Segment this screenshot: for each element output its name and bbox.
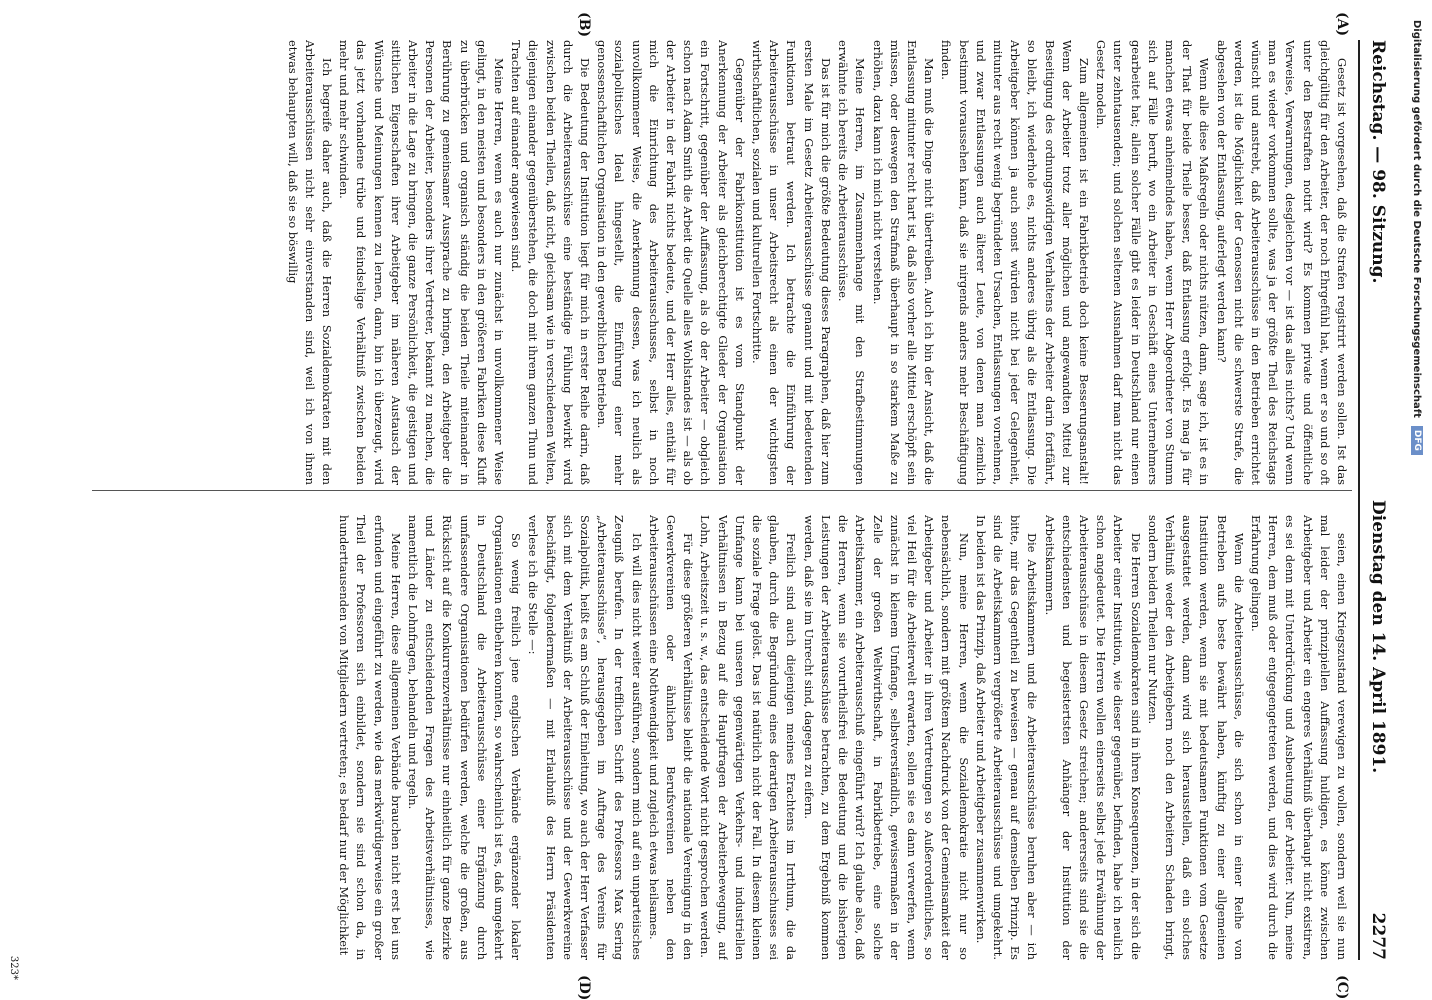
page-header — [1364, 40, 1392, 960]
header-left: Reichstag. — 98. Sitzung. — [1368, 40, 1388, 284]
paragraph: Meine Herren, diese allgemeinen Verbände brauchen nicht erst bei uns erfunden und eingeführt zu werden, wie das merkwürdigerweise ein großer Theil der Professoren sich einbildet, sondern sie sind schon da, in hunderttausenden von Mitgliedern vertreten; es bedarf nur der Möglichkeit — [337, 515, 403, 960]
header-rule — [1358, 40, 1360, 960]
dfg-logo: DFG — [1411, 426, 1423, 455]
margin-marker-b: (B) — [576, 12, 592, 38]
paragraph: Man muß die Dinge nicht übertreiben. Auch ich bin der Ansicht, daß die Entlassung mitunter recht hart ist, daß also vorher alle Mittel erschöpft sein müssen, oder deswegen den Strafmaß überhaupt in so starkem Maße zu erhöhen, dazu kann ich mich nicht verstehen. — [870, 40, 937, 485]
paragraph: Zum allgemeinen ist ein Fabrikbetrieb doch keine Besserungsanstalt! Wenn der Arbeiter trotz aller möglichen und angewandten Mittel zur Beseitigung des ordnungswidrigen Verhaltens der Arbeiter darin fortfährt, so bleibt, ich wiederhole es, nichts anderes übrig als die Entlassung. Die Arbeitgeber können ja auch sonst würden nicht bei jeder Gelegenheit, mitunter aus recht wenig begründeten Ursachen, Entlassungen vornehmen, und zwar Entlassungen auch älterer Leute, von denen man ziemlich bestimmt voraussehen kann, daß sie nirgends anders mehr Beschäftigung finden. — [939, 40, 1091, 485]
paragraph: Für diese größeren Verhältnisse bleibt die nationale Vereinigung in den Gewerkvereinen oder ähnlichen Berufsvereinen neben den Arbeiterausschüssen eine Nothwendigkeit und zugleich etwas heilsames. — [646, 515, 696, 960]
header-date: Dienstag den 14. April 1891. — [1368, 500, 1388, 774]
page-number: 2277 — [1368, 912, 1388, 960]
margin-marker-a: (A) — [1334, 12, 1350, 37]
paragraph: Meine Herren, wenn es auch nur zunächst in unvollkommener Weise gelingt, in den meisten und besonders in den größeren Fabriken diese Kluft zu überbrücken und organisch ständig die beiden Theile miteinander in Berührung zu gemeinsamer Aussprache zu bringen, den Arbeitgeber die Personen der Arbeiter, besonders ihrer Vertreter, bekannt zu machen, die Arbeiter in die Lage zu bringen, die ganze Persönlichkeit, die geistigen und sittlichen Eigenschaften ihrer Arbeitgeber im näheren Austausch der Wünsche und Meinungen kennen zu lernen, dann, bin ich überzeugt, wird das jetzt vorhandene trübe und feindselige Verhältniß zwischen beiden mehr und mehr schwinden. — [337, 40, 507, 485]
column-divider — [92, 490, 1352, 491]
paragraph: So wenig freilich jene englischen Verbände ergänzender lokaler Organisationen entbehren konnten, so wahrscheinlich ist es, daß umgekehrt in Deutschland die Arbeiterausschüsse einer Ergänzung durch umfassendere Organisationen bedürfen werden, welche die großen, aus Rücksicht auf die Konkurrenzverhältnisse nur einheitlich für ganze Bezirke und Länder zu entscheidenden Fragen des Arbeitsverhältnisses, wie namentlich die Lohnfragen, behandeln und regeln. — [406, 515, 524, 960]
paragraph: Meine Herren, im Zusammenhange mit den Strafbestimmungen erwähnte ich bereits die Arbeiterausschüsse. — [836, 40, 868, 485]
paragraph: Das ist für mich die größte Bedeutung dieses Paragraphen, daß hier zum ersten Male im Gesetz Arbeiterausschüsse genannt und mit bedeutenden Funktionen betraut werden. Ich betrachte die Einführung der Arbeiterausschüsse in unser Arbeitsrecht als einen der wichtigsten wirthschaftlichen, sozialen und kulturellen Fortschritte. — [750, 40, 833, 485]
paragraph: seien, einen Kriegszustand verewigen zu wollen, sondern weil sie nun mal leider der prinzipiellen Auffassung huldigen, es könne zwischen Arbeitgeber und Arbeiter ein engeres Verhältniß überhaupt nicht existiren, es sei denn mit Unterdrückung und Ausbeutung der Arbeiter. Nun, meine Herren, dem muß oder entgegengetreten werden, und dies wird durch die Erfahrung gelingen. — [1248, 515, 1349, 960]
page-footer-mark: 323* — [8, 955, 19, 980]
side-note — [1405, 20, 1429, 980]
margin-marker-c: (C) — [1334, 975, 1350, 1000]
left-column — [95, 40, 1350, 485]
side-note-text: Digitalisierung gefördert durch die Deutsche Forschungsgemeinschaft — [1411, 20, 1423, 418]
paragraph: Die Arbeitskammern und die Arbeiterausschüsse beruhen aber — ich bitte, mir das Gegentheil zu beweisen — genau auf demselben Prinzip. Es sind die Arbeitskammern vergrößerte Arbeiterausschüsse und umgekehrt. In beiden ist das Prinzip, daß Arbeiter und Arbeitgeber zusammenwirken. — [973, 515, 1040, 960]
paragraph: Gegenüber der Fabrikonstitution ist es vom Standpunkt der Anerkennung der Arbeiter als gleichberechtigte Glieder der Organisation ein Fortschritt, gegenüber der Auffassung, als ob der Arbeiter — obgleich schon nach Adam Smith die Arbeit die Quelle alles Wohlstandes ist — als ob der Arbeiter in der Fabrik nichts bedeute, und der Herr alles, enthält für mich die Einrichtung des Arbeiterausschusses, selbst in noch unvollkommener Weise, die Anerkennung dessen, was ich neulich als sozialpolitisches Ideal hingestellt, die Einführung einer mehr genossenschaftlichen Organisation in den gewerblichen Betrieben. — [595, 40, 747, 485]
paragraph: Die Bedeutung der Institution liegt für mich in erster Reihe darin, daß durch die Arbeiterausschüsse eine beständige Fühlung bewirkt wird zwischen beiden Theilen, daß nicht, gleichsam wie in verschiedenen Welten, diejenigen einander gegenüberstehen, die doch mit ihrem ganzen Thun und Trachten auf einander angewiesen sind. — [509, 40, 593, 485]
paragraph: Wenn die Arbeiterausschüsse, die sich schon in einer Reihe von Betrieben aufs beste bewährt haben, künftig zu einer allgemeinen Institution werden, wenn sie mit bedeutsamen Funktionen vom Gesetze ausgestattet werden, dann wird sich herausstellen, daß ein solches Verhältniß weder den Arbeitgebern noch den Arbeitern Schaden bringt, sondern beiden Theilen nur Nutzen. — [1145, 515, 1246, 960]
paragraph: Ich will dies nicht weiter ausführen, sondern mich auf ein unparteiisches Zeugniß berufen. In der trefflichen Schrift des Professors Max Sering „Arbeiterausschüsse“, herausgegeben im Auftrage des Vereins für Sozialpolitik, heißt es am Schluß der Einleitung, wo auch der Herr Verfasser sich mit dem Verhältniß der Arbeiterausschüsse und der Gewerkvereine beschäftigt, folgendermaßen — mit Erlaubniß des Herrn Präsidenten verlese ich die Stelle —: — [526, 515, 644, 960]
paragraph: Gesetz ist vorgesehen, daß die Strafen registrirt werden sollen. Ist das gleichgültig für den Arbeiter, der noch Ehrgefühl hat, wenn er so und so oft unter den Bestraften notirt wird? Es kommen private und öffentliche Verweise, Verwarnungen, desgleichen vor — ist das alles nichts? Und wenn man es wieder vorkommen sollte, was ja der größte Theil des Reichstags wünscht und anstrebt, daß Arbeiterausschüsse in den Betrieben errichtet werden, ist die Möglichkeit der Genossen nicht die schwerste Strafe, die abgesehen von der Entlassung, auferlegt werden kann? — [1214, 40, 1349, 485]
paragraph: Freilich sind auch diejenigen meines Erachtens im Irrthum, die da glauben, durch die Begründung eines derartigen Arbeiterausschusses sei die soziale Frage gelöst. Das ist natürlich nicht der Fall. In diesem kleinen Umfange kann bei unseren gegenwärtigen Verkehrs- und industriellen Verhältnissen in Bezug auf die Hauptfragen der Arbeiterbewegung, auf Lohn, Arbeitszeit u. s. w., das entscheidende Wort nicht gesprochen werden. — [698, 515, 799, 960]
right-column — [95, 515, 1350, 960]
paragraph: Die Herren Sozialdemokraten sind in ihren Konsequenzen, in der sich die Arbeiter einer Institution, wie dieser gegenüber, befinden, habe ich neulich schon angedeutet. Die Herren wollen einerseits selbst jede Erwähnung der Arbeiterausschüsse in diesem Gesetz streichen; andererseits sind sie die entschiedensten und begeistertsten Anhänger der Institution der Arbeitskammern. — [1042, 515, 1143, 960]
margin-marker-d: (D) — [576, 975, 592, 1000]
paragraph: Wenn alle diese Maßregeln oder nichts nützen, dann, sage ich, ist es in der That für beide Theile besser, daß Entlassung erfolgt. Es mag ja für manchen etwas anheimelndes haben, wenn Herr Abgeordneter von Stumm sich auf Fälle beruft, wo ein Arbeiter in Geschäft eines Unternehmers gearbeitet hat; allein solcher Fälle gibt es leider in Deutschland nur einen unter zehntausenden; und solchen seltenen Ausnahmen darf man nicht das Gesetz modeln. — [1094, 40, 1212, 485]
paragraph: Ich begreife daher auch, daß die Herren Sozialdemokraten mit den Arbeiterausschüssen nicht sehr einverstanden sind, weil ich von ihnen etwas behaupten will, daß sie so böswillig — [285, 40, 335, 485]
paragraph: Nun, meine Herren, wenn die Sozialdemokratie nicht nur so nebensächlich, sondern mit größtem Nachdruck von der Gemeinsamkeit der Arbeitgeber und Arbeiter in ihren Vertretungen so Außerordentliches, so viel Heil für die Arbeiterwelt erwarten, sollen sie es dann verwerfen, wenn zunächst in kleinem Umfange, selbstverständlich, gewissermaßen in der Zelle der großen Weltwirthschaft, in Fabrikbetriebe, eine solche Arbeitskammer, ein Arbeiterausschuß eingeführt wird? Ich glaube also, daß die Herren, wenn sie vorurtheilsfrei die Bedeutung und die bisherigen Leistungen der Arbeiterausschüsse betrachten, zu dem Ergebniß kommen werden, daß sie im Unrecht sind, dagegen zu eifern. — [801, 515, 971, 960]
